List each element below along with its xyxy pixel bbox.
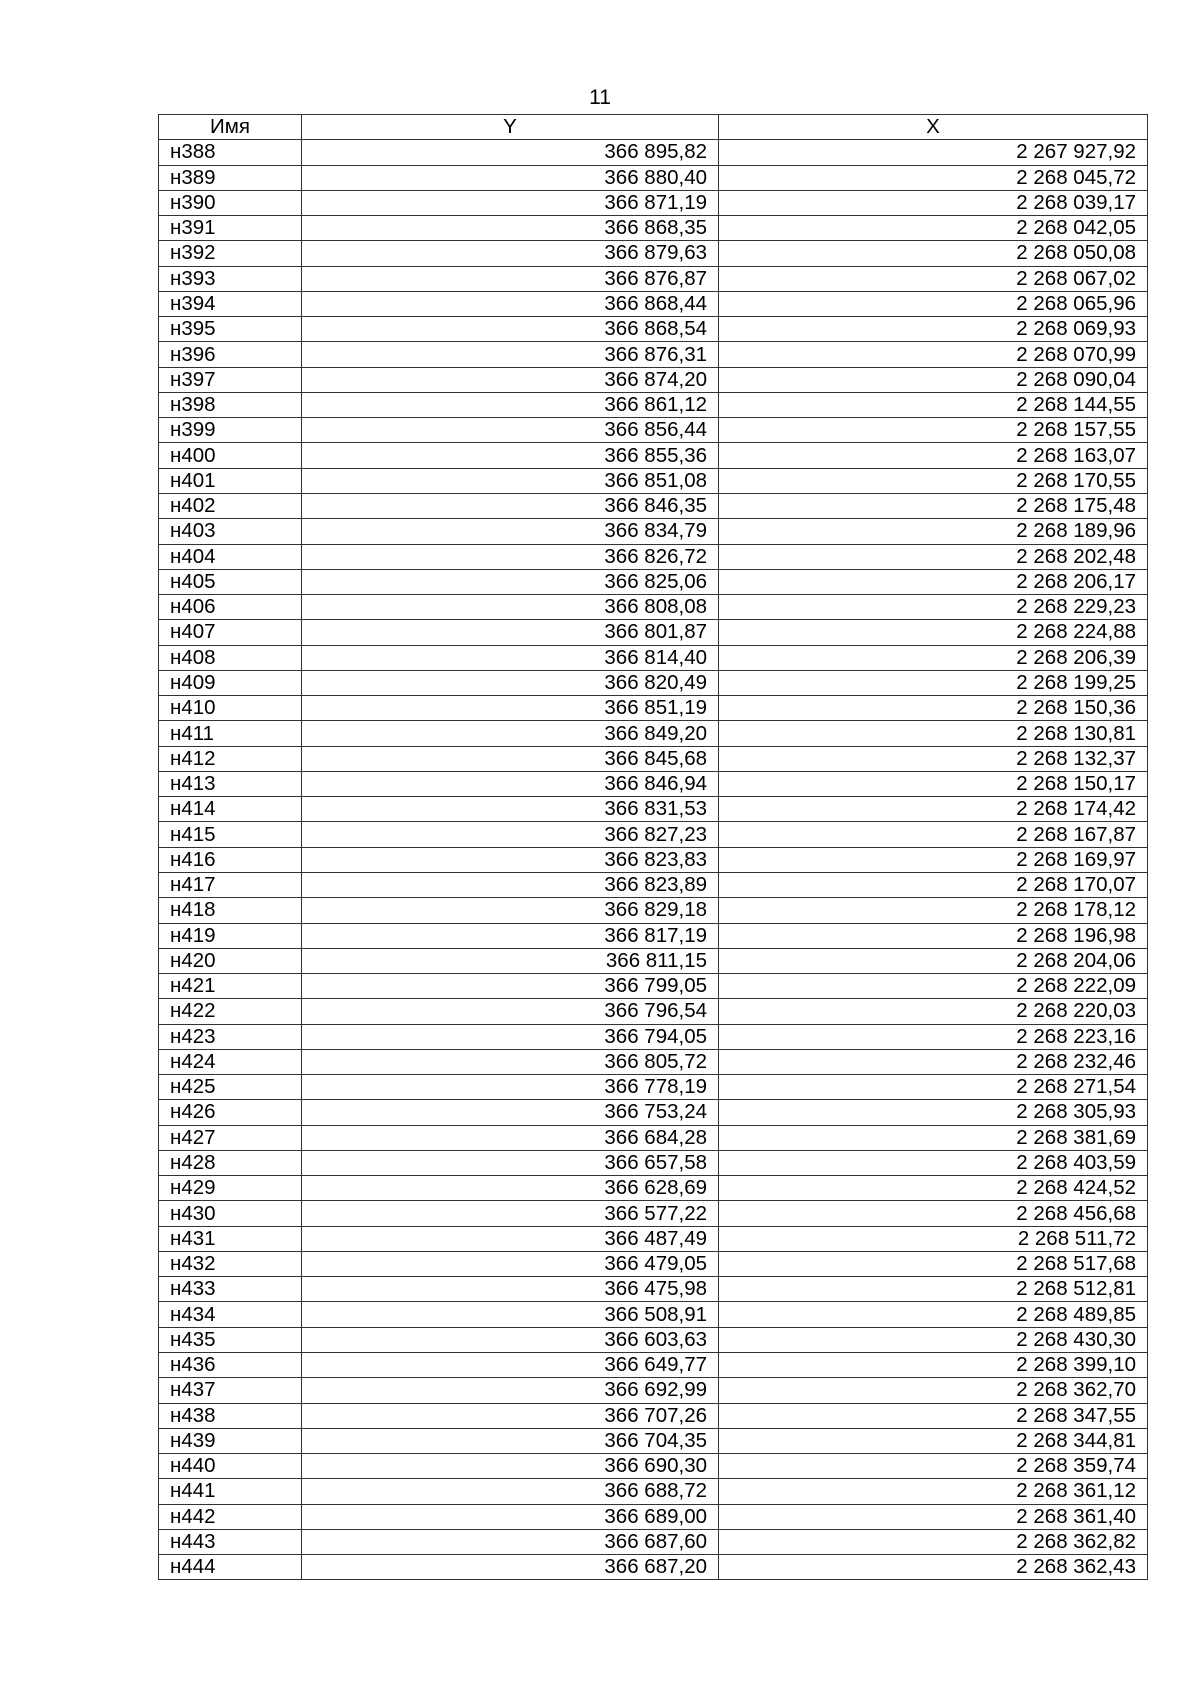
cell-x: 2 268 039,17 [719,190,1148,215]
table-row [159,140,1148,165]
cell-x: 2 268 361,12 [719,1479,1148,1504]
cell-name: н425 [159,1075,302,1100]
table-row [159,872,1148,897]
cell-x: 2 268 050,08 [719,241,1148,266]
cell-x: 2 268 069,93 [719,317,1148,342]
cell-x: 2 268 189,96 [719,519,1148,544]
table-row [159,1479,1148,1504]
table-row [159,1251,1148,1276]
cell-y: 366 879,63 [302,241,719,266]
table-row [159,1353,1148,1378]
coordinates-table [158,114,1148,1580]
cell-name: н388 [159,140,302,165]
cell-y: 366 856,44 [302,418,719,443]
cell-y: 366 487,49 [302,1226,719,1251]
cell-name: н419 [159,923,302,948]
table-row [159,216,1148,241]
cell-name: н417 [159,872,302,897]
table-row [159,367,1148,392]
table-row [159,1049,1148,1074]
cell-y: 366 475,98 [302,1277,719,1302]
cell-x: 2 268 489,85 [719,1302,1148,1327]
cell-name: н438 [159,1403,302,1428]
table-row [159,1454,1148,1479]
table-row [159,847,1148,872]
cell-x: 2 268 347,55 [719,1403,1148,1428]
table-row [159,1403,1148,1428]
cell-name: н429 [159,1176,302,1201]
cell-x: 2 268 045,72 [719,165,1148,190]
cell-y: 366 577,22 [302,1201,719,1226]
cell-name: н431 [159,1226,302,1251]
cell-x: 2 268 202,48 [719,544,1148,569]
table-row [159,241,1148,266]
table-row [159,948,1148,973]
table-row [159,468,1148,493]
cell-y: 366 817,19 [302,923,719,948]
cell-x: 2 268 206,39 [719,645,1148,670]
cell-x: 2 268 206,17 [719,569,1148,594]
cell-y: 366 829,18 [302,898,719,923]
cell-y: 366 834,79 [302,519,719,544]
cell-x: 2 268 362,70 [719,1378,1148,1403]
cell-x: 2 268 170,55 [719,468,1148,493]
cell-y: 366 855,36 [302,443,719,468]
cell-name: н440 [159,1454,302,1479]
table-body [159,140,1148,1580]
cell-x: 2 267 927,92 [719,140,1148,165]
cell-name: н413 [159,771,302,796]
cell-name: н390 [159,190,302,215]
cell-y: 366 707,26 [302,1403,719,1428]
cell-x: 2 268 362,82 [719,1529,1148,1554]
cell-x: 2 268 174,42 [719,797,1148,822]
table-row [159,1125,1148,1150]
cell-y: 366 826,72 [302,544,719,569]
cell-name: н439 [159,1428,302,1453]
cell-x: 2 268 232,46 [719,1049,1148,1074]
table-row [159,771,1148,796]
cell-y: 366 895,82 [302,140,719,165]
table-row [159,898,1148,923]
table-row [159,1428,1148,1453]
cell-y: 366 688,72 [302,1479,719,1504]
table-row [159,1201,1148,1226]
cell-name: н418 [159,898,302,923]
cell-y: 366 753,24 [302,1100,719,1125]
cell-name: н426 [159,1100,302,1125]
cell-y: 366 827,23 [302,822,719,847]
cell-y: 366 874,20 [302,367,719,392]
cell-y: 366 880,40 [302,165,719,190]
cell-x: 2 268 196,98 [719,923,1148,948]
cell-y: 366 801,87 [302,620,719,645]
table-row [159,1176,1148,1201]
table-row [159,797,1148,822]
table-row [159,1150,1148,1175]
table-row [159,645,1148,670]
header-row [159,115,1148,140]
table-row [159,1024,1148,1049]
cell-name: н393 [159,266,302,291]
cell-name: н401 [159,468,302,493]
cell-x: 2 268 424,52 [719,1176,1148,1201]
table-row [159,1075,1148,1100]
cell-name: н408 [159,645,302,670]
cell-y: 366 846,35 [302,493,719,518]
table-row [159,1504,1148,1529]
cell-x: 2 268 456,68 [719,1201,1148,1226]
cell-y: 366 808,08 [302,595,719,620]
header-name: Имя [159,115,302,140]
cell-x: 2 268 144,55 [719,392,1148,417]
cell-x: 2 268 359,74 [719,1454,1148,1479]
cell-y: 366 849,20 [302,721,719,746]
table-row [159,822,1148,847]
cell-x: 2 268 070,99 [719,342,1148,367]
cell-y: 366 684,28 [302,1125,719,1150]
cell-name: н397 [159,367,302,392]
cell-name: н402 [159,493,302,518]
cell-x: 2 268 511,72 [719,1226,1148,1251]
table-row [159,443,1148,468]
table-row [159,923,1148,948]
table-row [159,1529,1148,1554]
cell-name: н414 [159,797,302,822]
cell-x: 2 268 132,37 [719,746,1148,771]
cell-x: 2 268 175,48 [719,493,1148,518]
cell-name: н399 [159,418,302,443]
cell-y: 366 799,05 [302,974,719,999]
cell-name: н400 [159,443,302,468]
cell-name: н436 [159,1353,302,1378]
cell-y: 366 794,05 [302,1024,719,1049]
cell-x: 2 268 399,10 [719,1353,1148,1378]
cell-x: 2 268 042,05 [719,216,1148,241]
table-row [159,1555,1148,1580]
cell-x: 2 268 067,02 [719,266,1148,291]
table-header [159,115,1148,140]
table-row [159,165,1148,190]
table-row [159,974,1148,999]
table-row [159,342,1148,367]
table-row [159,392,1148,417]
table-row [159,620,1148,645]
cell-y: 366 811,15 [302,948,719,973]
cell-name: н428 [159,1150,302,1175]
table-row [159,418,1148,443]
cell-name: н411 [159,721,302,746]
cell-name: н443 [159,1529,302,1554]
header-x: X [719,115,1148,140]
cell-name: н432 [159,1251,302,1276]
cell-x: 2 268 204,06 [719,948,1148,973]
cell-y: 366 689,00 [302,1504,719,1529]
cell-y: 366 657,58 [302,1150,719,1175]
table-row [159,1226,1148,1251]
cell-y: 366 814,40 [302,645,719,670]
table-row [159,670,1148,695]
cell-y: 366 687,60 [302,1529,719,1554]
cell-y: 366 603,63 [302,1327,719,1352]
cell-y: 366 805,72 [302,1049,719,1074]
cell-name: н404 [159,544,302,569]
cell-x: 2 268 150,36 [719,696,1148,721]
cell-name: н395 [159,317,302,342]
cell-name: н396 [159,342,302,367]
table-row [159,291,1148,316]
cell-name: н409 [159,670,302,695]
cell-x: 2 268 381,69 [719,1125,1148,1150]
table-row [159,595,1148,620]
cell-x: 2 268 199,25 [719,670,1148,695]
cell-name: н442 [159,1504,302,1529]
cell-name: н430 [159,1201,302,1226]
cell-x: 2 268 361,40 [719,1504,1148,1529]
cell-y: 366 831,53 [302,797,719,822]
cell-y: 366 687,20 [302,1555,719,1580]
cell-name: н407 [159,620,302,645]
cell-name: н427 [159,1125,302,1150]
cell-name: н434 [159,1302,302,1327]
cell-y: 366 825,06 [302,569,719,594]
cell-x: 2 268 157,55 [719,418,1148,443]
cell-y: 366 628,69 [302,1176,719,1201]
cell-y: 366 479,05 [302,1251,719,1276]
cell-y: 366 845,68 [302,746,719,771]
cell-x: 2 268 220,03 [719,999,1148,1024]
cell-y: 366 649,77 [302,1353,719,1378]
cell-name: н441 [159,1479,302,1504]
cell-y: 366 692,99 [302,1378,719,1403]
cell-name: н410 [159,696,302,721]
table-row [159,1100,1148,1125]
cell-name: н421 [159,974,302,999]
cell-y: 366 704,35 [302,1428,719,1453]
cell-x: 2 268 090,04 [719,367,1148,392]
cell-name: н406 [159,595,302,620]
table-row [159,266,1148,291]
cell-x: 2 268 163,07 [719,443,1148,468]
cell-x: 2 268 178,12 [719,898,1148,923]
cell-y: 366 868,54 [302,317,719,342]
cell-x: 2 268 271,54 [719,1075,1148,1100]
table-row [159,999,1148,1024]
cell-name: н444 [159,1555,302,1580]
cell-name: н412 [159,746,302,771]
cell-name: н391 [159,216,302,241]
cell-y: 366 846,94 [302,771,719,796]
cell-y: 366 796,54 [302,999,719,1024]
page-number: 11 [589,86,611,109]
table-row [159,493,1148,518]
cell-name: н415 [159,822,302,847]
cell-y: 366 851,19 [302,696,719,721]
cell-name: н423 [159,1024,302,1049]
cell-x: 2 268 430,30 [719,1327,1148,1352]
cell-x: 2 268 169,97 [719,847,1148,872]
table-row [159,519,1148,544]
cell-name: н437 [159,1378,302,1403]
cell-x: 2 268 512,81 [719,1277,1148,1302]
cell-x: 2 268 150,17 [719,771,1148,796]
cell-y: 366 823,83 [302,847,719,872]
cell-x: 2 268 344,81 [719,1428,1148,1453]
cell-x: 2 268 223,16 [719,1024,1148,1049]
cell-x: 2 268 222,09 [719,974,1148,999]
cell-name: н389 [159,165,302,190]
table-row [159,544,1148,569]
table-row [159,1378,1148,1403]
table-row [159,1277,1148,1302]
cell-name: н424 [159,1049,302,1074]
cell-name: н422 [159,999,302,1024]
cell-y: 366 851,08 [302,468,719,493]
table-row [159,569,1148,594]
cell-name: н394 [159,291,302,316]
cell-x: 2 268 224,88 [719,620,1148,645]
cell-x: 2 268 305,93 [719,1100,1148,1125]
cell-y: 366 876,31 [302,342,719,367]
cell-name: н392 [159,241,302,266]
cell-y: 366 690,30 [302,1454,719,1479]
table-row [159,317,1148,342]
cell-name: н420 [159,948,302,973]
table-row [159,190,1148,215]
cell-y: 366 508,91 [302,1302,719,1327]
cell-name: н398 [159,392,302,417]
cell-x: 2 268 130,81 [719,721,1148,746]
header-y: Y [302,115,719,140]
cell-y: 366 868,35 [302,216,719,241]
cell-x: 2 268 170,07 [719,872,1148,897]
table-row [159,696,1148,721]
cell-y: 366 861,12 [302,392,719,417]
cell-y: 366 876,87 [302,266,719,291]
cell-x: 2 268 403,59 [719,1150,1148,1175]
cell-name: н433 [159,1277,302,1302]
cell-name: н403 [159,519,302,544]
cell-x: 2 268 362,43 [719,1555,1148,1580]
cell-x: 2 268 065,96 [719,291,1148,316]
cell-name: н416 [159,847,302,872]
cell-y: 366 868,44 [302,291,719,316]
cell-y: 366 778,19 [302,1075,719,1100]
cell-x: 2 268 517,68 [719,1251,1148,1276]
cell-y: 366 871,19 [302,190,719,215]
cell-name: н435 [159,1327,302,1352]
table-row [159,721,1148,746]
cell-y: 366 820,49 [302,670,719,695]
cell-y: 366 823,89 [302,872,719,897]
table-row [159,1327,1148,1352]
table-row [159,746,1148,771]
cell-x: 2 268 229,23 [719,595,1148,620]
table-row [159,1302,1148,1327]
cell-name: н405 [159,569,302,594]
cell-x: 2 268 167,87 [719,822,1148,847]
